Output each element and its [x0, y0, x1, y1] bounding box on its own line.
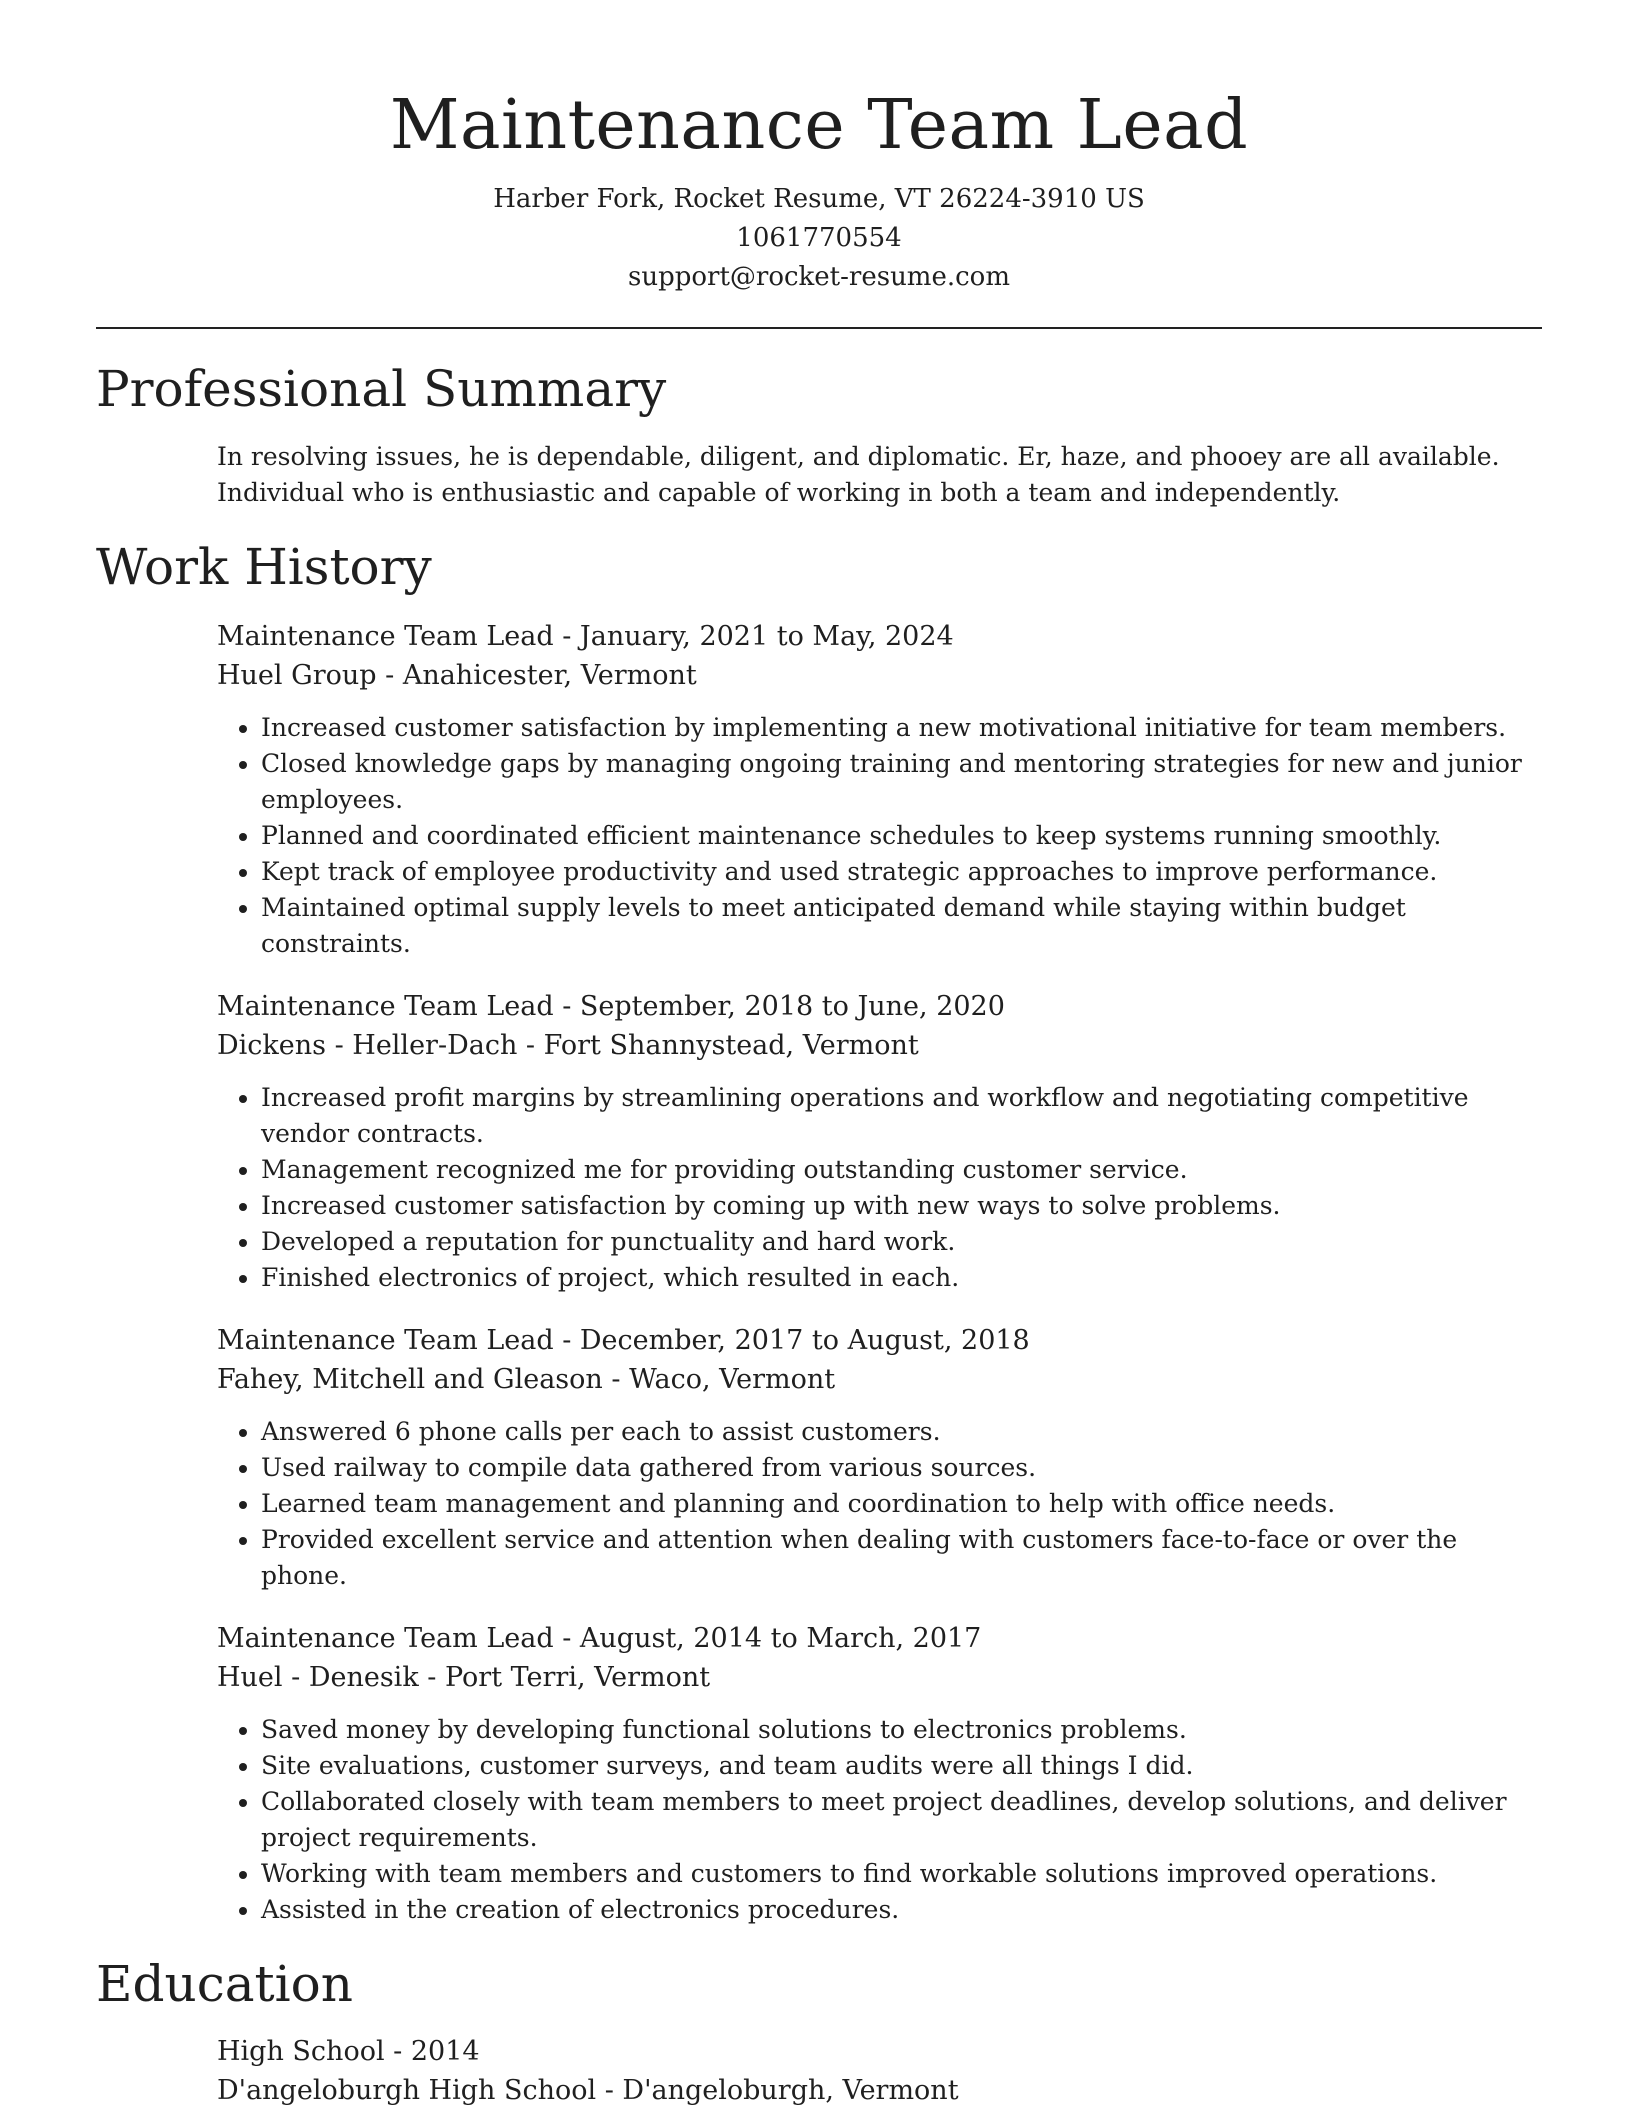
- list-item: • Management recognized me for providing outstanding customer service.: [261, 1152, 1542, 1188]
- job-bullets: [217, 1712, 1542, 1928]
- education-heading: Education: [96, 1955, 353, 2013]
- list-item: • Saved money by developing functional solutions to electronics problems.: [261, 1712, 1542, 1748]
- job-title-line: Maintenance Team Lead - January, 2021 to May, 2024: [217, 621, 954, 652]
- job-company-line: Fahey, Mitchell and Gleason - Waco, Vermont: [217, 1364, 836, 1395]
- list-item: • Increased customer satisfaction by implementing a new motivational initiative for team members.: [261, 710, 1542, 746]
- list-item: • Closed knowledge gaps by managing ongoing training and mentoring strategies for new and junior employees.: [261, 746, 1542, 818]
- header-divider: [96, 327, 1542, 329]
- job-company-line: Huel - Denesik - Port Terri, Vermont: [217, 1662, 711, 1693]
- job-title-line: Maintenance Team Lead - December, 2017 to August, 2018: [217, 1325, 1030, 1356]
- list-item: • Provided excellent service and attention when dealing with customers face-to-face or over the phone.: [261, 1522, 1542, 1594]
- list-item: • Site evaluations, customer surveys, and team audits were all things I did.: [261, 1748, 1542, 1784]
- list-item: • Maintained optimal supply levels to meet anticipated demand while staying within budget constraints.: [261, 890, 1542, 962]
- contact-phone: 1061770554: [736, 223, 902, 253]
- summary-text: In resolving issues, he is dependable, diligent, and diplomatic. Er, haze, and phooey are all available. Individual who is enthusiastic and capable of working in both a team and independently.: [217, 442, 1500, 507]
- contact-address: Harber Fork, Rocket Resume, VT 26224-3910 US: [493, 184, 1145, 214]
- job-title-line: Maintenance Team Lead - September, 2018 to June, 2020: [217, 991, 1005, 1022]
- work-history-heading: Work History: [96, 538, 432, 596]
- list-item: • Used railway to compile data gathered from various sources.: [261, 1450, 1542, 1486]
- list-item: • Answered 6 phone calls per each to assist customers.: [261, 1414, 1542, 1450]
- list-item: • Developed a reputation for punctuality and hard work.: [261, 1224, 1542, 1260]
- list-item: • Increased profit margins by streamlining operations and workflow and negotiating competitive vendor contracts.: [261, 1080, 1542, 1152]
- list-item: • Finished electronics of project, which resulted in each.: [261, 1260, 1542, 1296]
- resume-header: [96, 0, 1542, 297]
- resume-page: [96, 0, 1542, 2110]
- list-item: • Assisted in the creation of electronics procedures.: [261, 1892, 1542, 1928]
- list-item: • Working with team members and customers to find workable solutions improved operations.: [261, 1856, 1542, 1892]
- list-item: • Kept track of employee productivity and used strategic approaches to improve performance.: [261, 854, 1542, 890]
- contact-email: support@rocket-resume.com: [627, 262, 1010, 292]
- list-item: • Increased customer satisfaction by coming up with new ways to solve problems.: [261, 1188, 1542, 1224]
- list-item: • Collaborated closely with team members to meet project deadlines, develop solutions, and deliver project requirements.: [261, 1784, 1542, 1856]
- list-item: • Planned and coordinated efficient maintenance schedules to keep systems running smoothly.: [261, 818, 1542, 854]
- summary-heading: Professional Summary: [96, 360, 667, 418]
- job-bullets: [217, 710, 1542, 962]
- job-bullets: [217, 1080, 1542, 1296]
- job-company-line: Dickens - Heller-Dach - Fort Shannystead, Vermont: [217, 1030, 919, 1061]
- list-item: • Learned team management and planning and coordination to help with office needs.: [261, 1486, 1542, 1522]
- education-degree-line: High School - 2014: [217, 2036, 480, 2067]
- job-bullets: [217, 1414, 1542, 1594]
- job-title-line: Maintenance Team Lead - August, 2014 to March, 2017: [217, 1623, 982, 1654]
- education-entry: [217, 2032, 1542, 2110]
- job-company-line: Huel Group - Anahicester, Vermont: [217, 660, 697, 691]
- contact-block: [96, 180, 1542, 297]
- candidate-title: Maintenance Team Lead: [389, 86, 1249, 165]
- education-school-line: D'angeloburgh High School - D'angeloburgh, Vermont: [217, 2075, 959, 2106]
- job-entry-1: [217, 617, 1542, 962]
- job-entry-4: [217, 1619, 1542, 1928]
- job-entry-3: [217, 1321, 1542, 1594]
- job-entry-2: [217, 987, 1542, 1296]
